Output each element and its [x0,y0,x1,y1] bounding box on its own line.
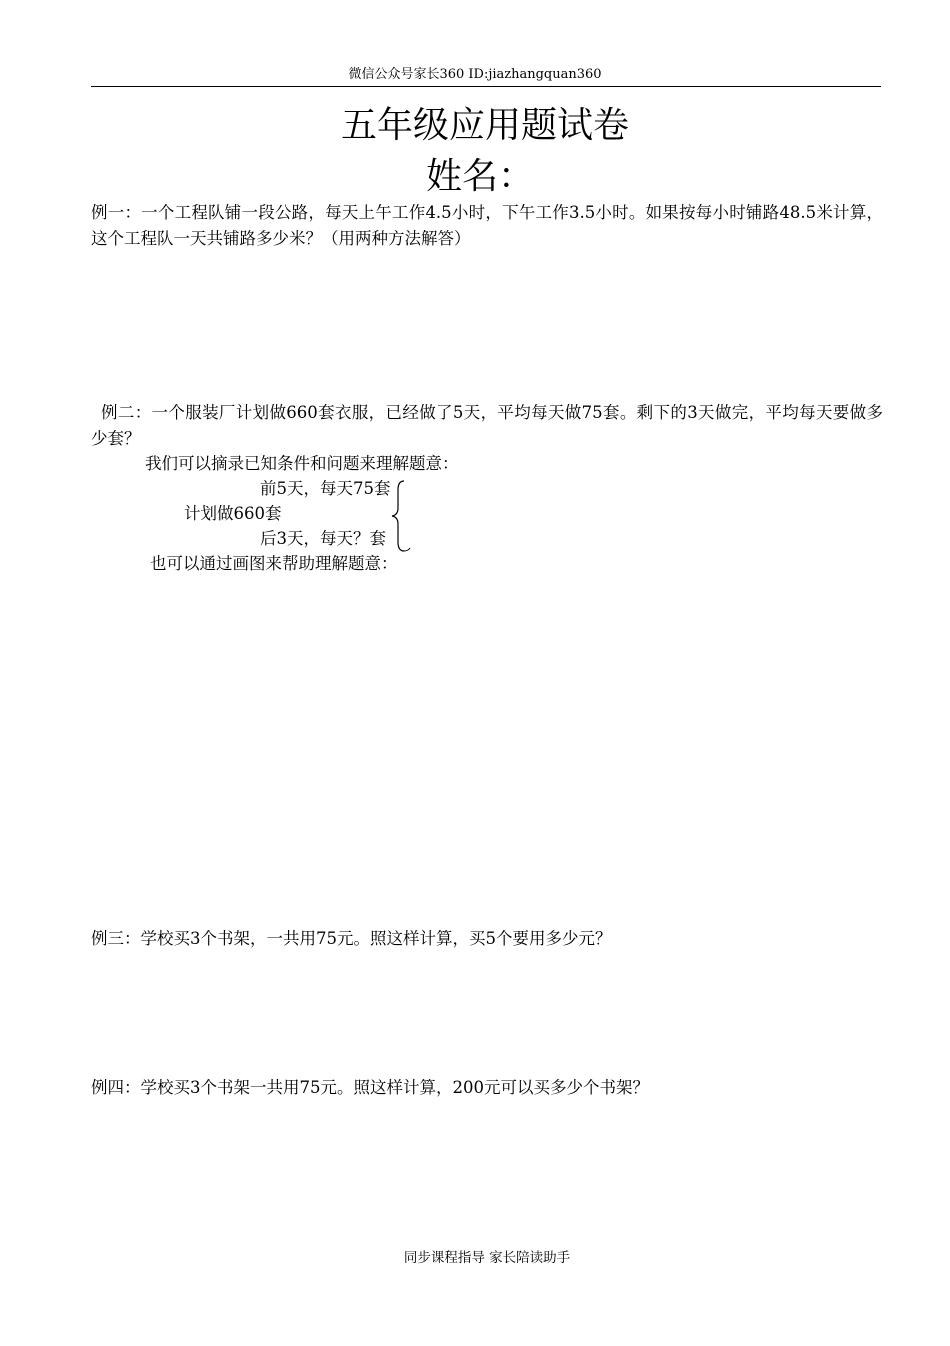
page-footer: 同步课程指导 家长陪读助手 [403,1250,571,1266]
example-2-diagram-hint: 也可以通过画图来帮助理解题意： [150,554,398,573]
example-2-hint: 我们可以摘录已知条件和问题来理解题意： [145,454,459,473]
example-2-front-condition: 前5天，每天75套 [260,479,391,498]
page-header: 微信公众号家长360 ID:jiazhangquan360 [348,67,602,82]
right-brace-mark [388,478,418,554]
page-title: 五年级应用题试卷 [340,105,629,146]
header-divider [91,86,881,87]
example-1-text: 例一：一个工程队铺一段公路，每天上午工作4.5小时，下午工作3.5小时。如果按每小时铺路48.5米计算，这个工程队一天共铺路多少米？（用两种方法解答） [91,203,883,248]
example-2-plan-condition: 计划做660套 [184,504,282,523]
name-label: 姓名： [425,156,534,197]
example-3-text: 例三：学校买3个书架，一共用75元。照这样计算，买5个要用多少元？ [91,929,612,948]
example-4-text: 例四：学校买3个书架一共用75元。照这样计算，200元可以买多少个书架？ [91,1078,649,1097]
example-2-text: 例二：一个服装厂计划做660套衣服，已经做了5天，平均每天做75套。剩下的3天做完，平均每天要做多少套？ [91,403,883,448]
example-2-back-condition: 后3天，每天？套 [260,529,386,548]
